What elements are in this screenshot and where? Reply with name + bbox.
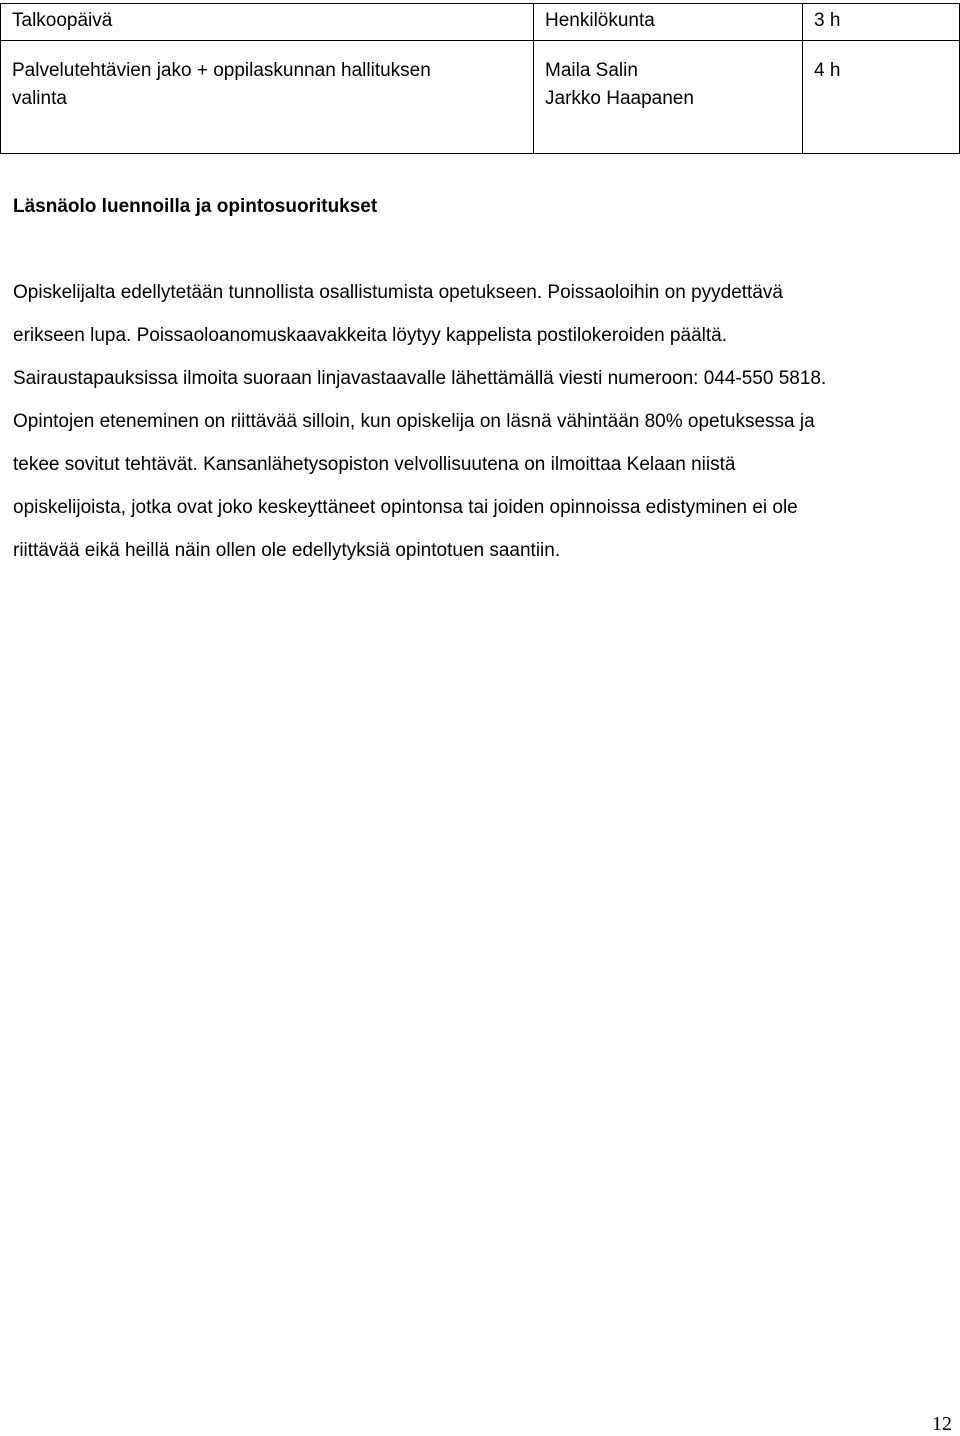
paragraph-line: riittävää eikä heillä näin ollen ole edellytyksiä opintotuen saantiin. xyxy=(13,540,561,561)
activity-text: Talkoopäivä xyxy=(12,10,113,31)
paragraph-line: Opintojen eteneminen on riittävää silloin, kun opiskelija on läsnä vähintään 80% opetuksessa ja xyxy=(13,411,815,432)
activity-cell xyxy=(1,4,534,41)
paragraph-line: erikseen lupa. Poissaoloanomuskaavakkeita löytyy kappelista postilokeroiden päältä. xyxy=(13,325,727,346)
hours-text: 3 h xyxy=(814,10,841,31)
page-number: 12 xyxy=(932,1413,952,1435)
hours-cell xyxy=(803,41,960,154)
staff-name: Jarkko Haapanen xyxy=(545,88,694,109)
attendance-paragraph xyxy=(13,271,953,572)
paragraph-line: tekee sovitut tehtävät. Kansanlähetysopiston velvollisuutena on ilmoittaa Kelaan niistä xyxy=(13,454,736,475)
staff-name: Maila Salin xyxy=(545,60,638,81)
table-row xyxy=(1,41,960,154)
staff-cell xyxy=(534,4,803,41)
paragraph-line: opiskelijoista, jotka ovat joko keskeyttäneet opintonsa tai joiden opinnoissa edistyminen ei ole xyxy=(13,497,798,518)
section-heading: Läsnäolo luennoilla ja opintosuoritukset xyxy=(13,196,378,217)
activity-text: valinta xyxy=(12,88,67,109)
activity-text: Palvelutehtävien jako + oppilaskunnan hallituksen xyxy=(12,60,431,81)
hours-text: 4 h xyxy=(814,60,841,81)
paragraph-line: Sairaustapauksissa ilmoita suoraan linjavastaavalle lähettämällä viesti numeroon: 044-550 5818. xyxy=(13,368,827,389)
table-row xyxy=(1,4,960,41)
staff-cell xyxy=(534,41,803,154)
staff-text: Henkilökunta xyxy=(545,10,655,31)
activity-cell xyxy=(1,41,534,154)
hours-cell xyxy=(803,4,960,41)
paragraph-line: Opiskelijalta edellytetään tunnollista osallistumista opetukseen. Poissaoloihin on pyydettävä xyxy=(13,282,783,303)
schedule-table xyxy=(0,3,960,154)
